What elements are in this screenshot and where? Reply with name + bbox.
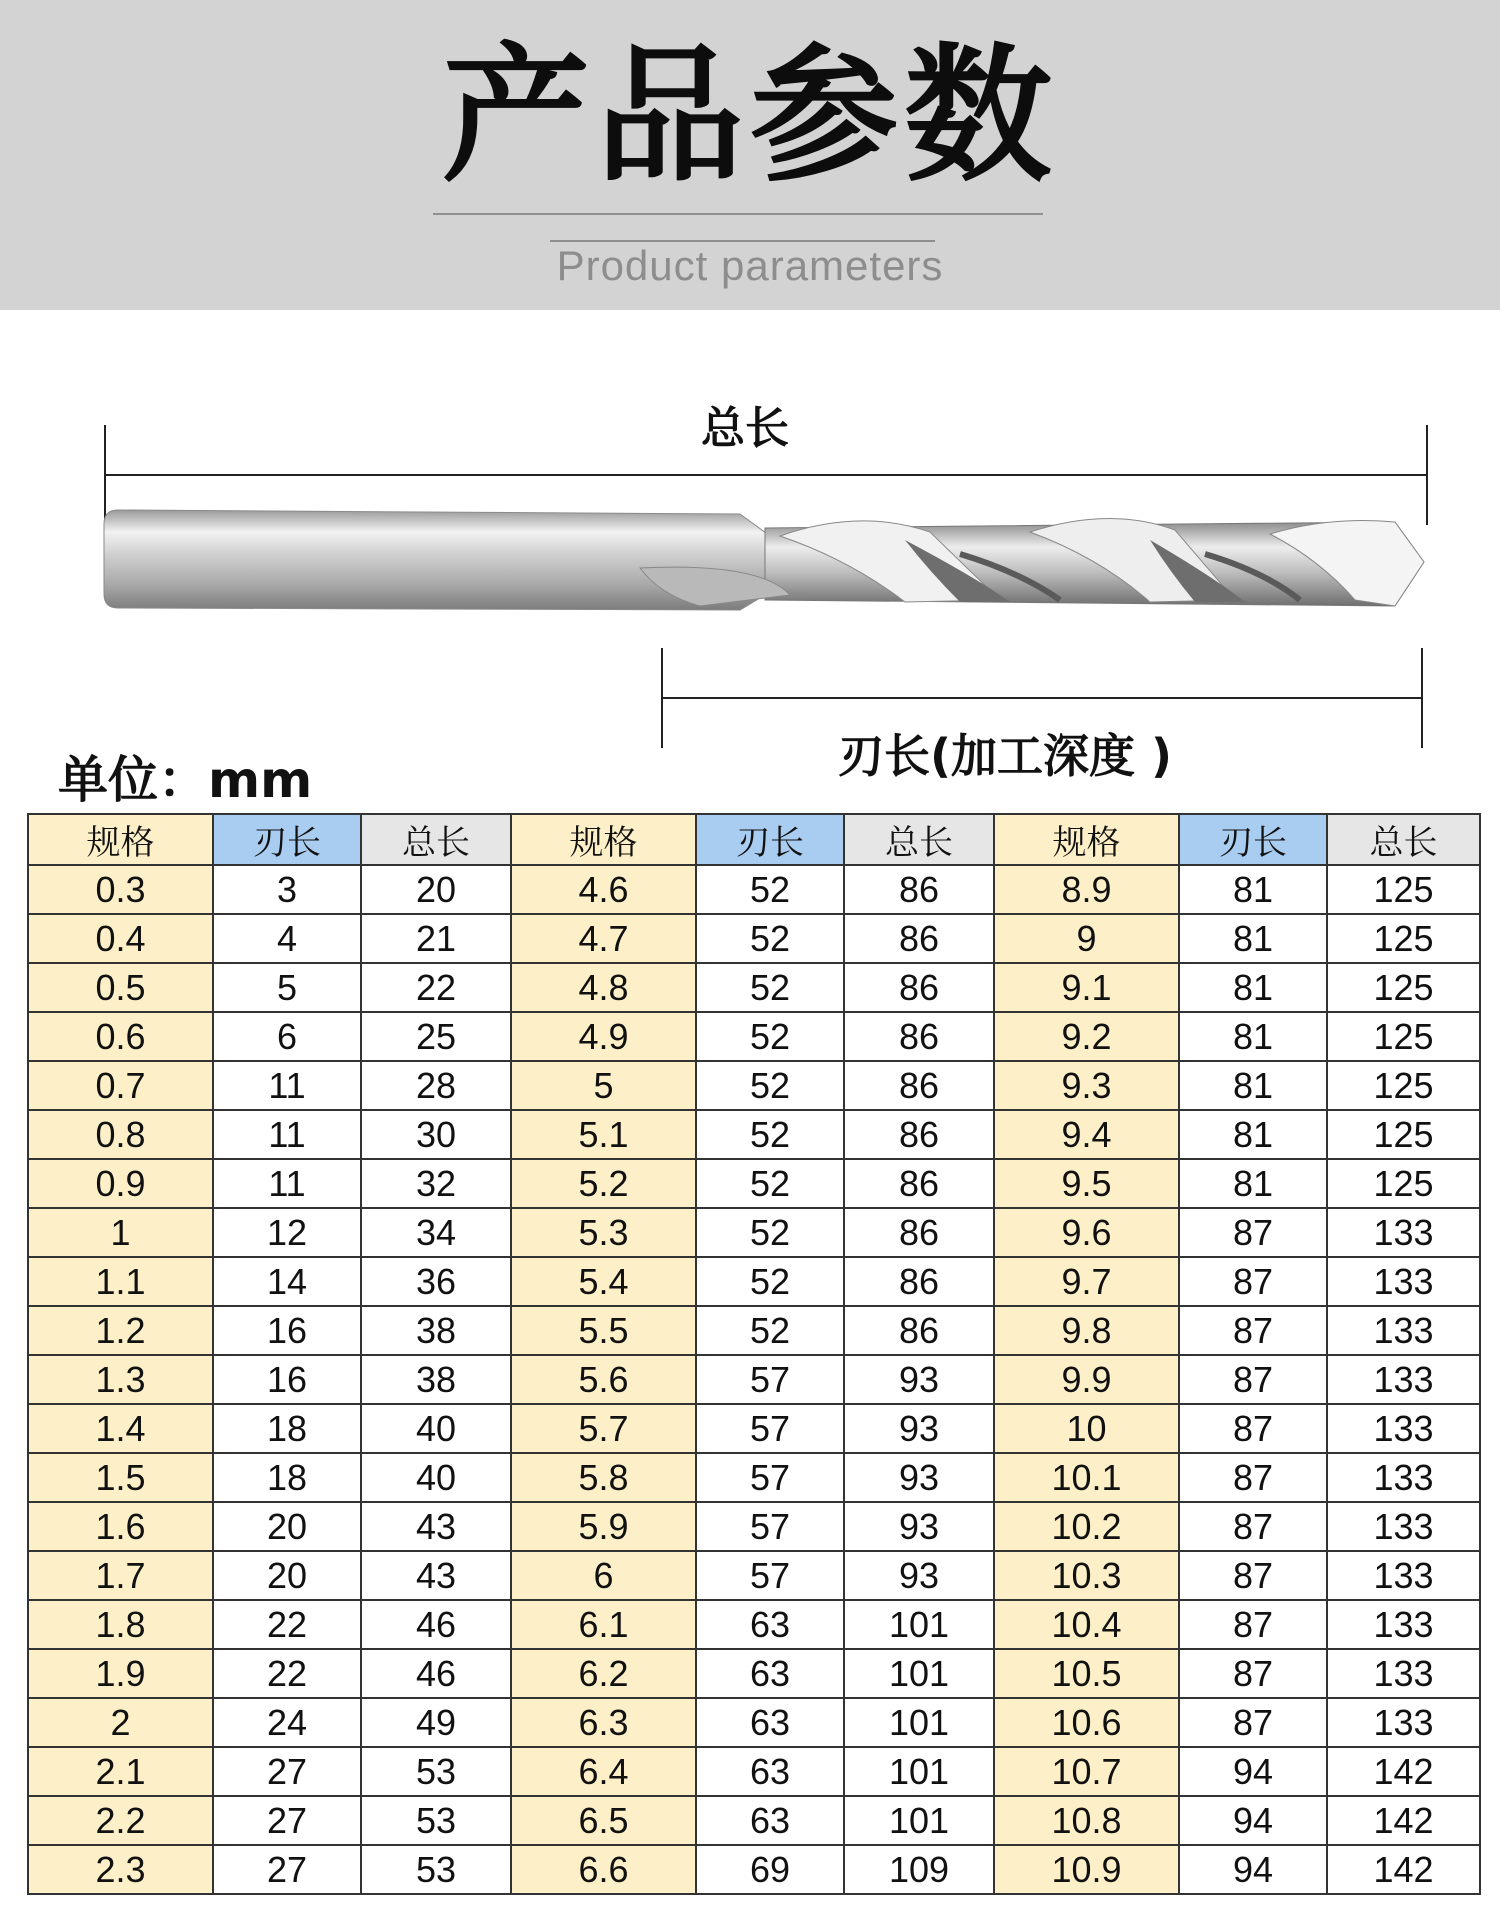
flute-length-cell: 6 [213,1012,361,1061]
flute-length-cell: 63 [696,1796,844,1845]
table-row [28,1110,1480,1159]
spec-cell: 10.1 [994,1453,1179,1502]
flute-length-cell: 18 [213,1404,361,1453]
flute-length-cell: 52 [696,1306,844,1355]
flute-length-cell: 52 [696,1061,844,1110]
spec-cell: 6.6 [511,1845,696,1894]
spec-cell: 4.9 [511,1012,696,1061]
table-row [28,914,1480,963]
total-length-cell: 86 [844,1257,994,1306]
total-length-cell: 109 [844,1845,994,1894]
total-length-cell: 93 [844,1453,994,1502]
page-subtitle: Product parameters [556,242,944,289]
spec-cell: 9.9 [994,1355,1179,1404]
total-length-cell: 125 [1327,1159,1480,1208]
table-row [28,1208,1480,1257]
spec-cell: 5.6 [511,1355,696,1404]
spec-cell: 9.7 [994,1257,1179,1306]
flute-length-cell: 87 [1179,1257,1327,1306]
flute-length-cell: 27 [213,1747,361,1796]
total-length-cell: 86 [844,865,994,914]
drill-diagram [0,310,1500,810]
total-length-cell: 46 [361,1649,511,1698]
total-length-cell: 133 [1327,1453,1480,1502]
total-length-cell: 133 [1327,1502,1480,1551]
spec-cell: 9.3 [994,1061,1179,1110]
flute-length-cell: 81 [1179,914,1327,963]
header-flute-length: 刃长 [696,814,844,865]
flute-length-cell: 20 [213,1551,361,1600]
header-spec: 规格 [994,814,1179,865]
total-length-cell: 93 [844,1404,994,1453]
header-flute-length: 刃长 [1179,814,1327,865]
total-length-cell: 40 [361,1404,511,1453]
total-length-cell: 133 [1327,1600,1480,1649]
flute-length-cell: 11 [213,1159,361,1208]
spec-cell: 10.7 [994,1747,1179,1796]
flute-length-cell: 52 [696,914,844,963]
flute-length-cell: 69 [696,1845,844,1894]
total-length-cell: 93 [844,1355,994,1404]
flute-length-cell: 81 [1179,1061,1327,1110]
spec-cell: 5 [511,1061,696,1110]
flute-length-cell: 4 [213,914,361,963]
total-length-cell: 133 [1327,1649,1480,1698]
flute-length-cell: 94 [1179,1845,1327,1894]
total-length-cell: 28 [361,1061,511,1110]
total-length-cell: 53 [361,1796,511,1845]
total-length-cell: 21 [361,914,511,963]
flute-length-cell: 87 [1179,1551,1327,1600]
spec-cell: 5.1 [511,1110,696,1159]
total-length-cell: 125 [1327,914,1480,963]
flute-length-cell: 81 [1179,1159,1327,1208]
table-row [28,1355,1480,1404]
total-length-cell: 133 [1327,1404,1480,1453]
spec-cell: 5.2 [511,1159,696,1208]
table-row [28,1012,1480,1061]
total-length-cell: 30 [361,1110,511,1159]
header-banner [0,0,1500,310]
flute-length-cell: 94 [1179,1747,1327,1796]
spec-cell: 2.2 [28,1796,213,1845]
total-length-cell: 125 [1327,1012,1480,1061]
spec-cell: 0.9 [28,1159,213,1208]
flute-length-cell: 27 [213,1845,361,1894]
total-length-cell: 34 [361,1208,511,1257]
total-length-cell: 101 [844,1600,994,1649]
spec-cell: 9.4 [994,1110,1179,1159]
spec-cell: 0.5 [28,963,213,1012]
table-row [28,1796,1480,1845]
spec-cell: 4.8 [511,963,696,1012]
flute-length-cell: 63 [696,1600,844,1649]
flute-length-cell: 52 [696,1257,844,1306]
spec-cell: 1.7 [28,1551,213,1600]
flute-length-cell: 11 [213,1061,361,1110]
spec-cell: 5.3 [511,1208,696,1257]
total-length-cell: 93 [844,1551,994,1600]
total-length-cell: 43 [361,1551,511,1600]
spec-cell: 0.4 [28,914,213,963]
flute-length-cell: 81 [1179,865,1327,914]
flute-length-cell: 57 [696,1453,844,1502]
spec-cell: 10.3 [994,1551,1179,1600]
total-length-cell: 86 [844,1159,994,1208]
table-row [28,1159,1480,1208]
flute-length-cell: 52 [696,865,844,914]
flute-length-cell: 81 [1179,1012,1327,1061]
table-row [28,1453,1480,1502]
total-length-cell: 40 [361,1453,511,1502]
table-body [28,865,1480,1894]
total-length-label: 总长 [701,403,789,454]
flute-length-cell: 57 [696,1404,844,1453]
total-length-cell: 101 [844,1698,994,1747]
flute-length-cell: 87 [1179,1502,1327,1551]
spec-cell: 0.7 [28,1061,213,1110]
table-row [28,865,1480,914]
table-row [28,1649,1480,1698]
spec-cell: 1 [28,1208,213,1257]
table-row [28,1698,1480,1747]
flute-length-cell: 14 [213,1257,361,1306]
flute-length-cell: 18 [213,1453,361,1502]
spec-cell: 2.1 [28,1747,213,1796]
spec-cell: 10.5 [994,1649,1179,1698]
flute-length-cell: 22 [213,1600,361,1649]
flute-length-cell: 22 [213,1649,361,1698]
flute-length-cell: 94 [1179,1796,1327,1845]
header-total-length: 总长 [1327,814,1480,865]
spec-cell: 6.3 [511,1698,696,1747]
flute-length-cell: 3 [213,865,361,914]
page-title: 产品参数 [442,30,1058,202]
flute-length-cell: 12 [213,1208,361,1257]
flute-length-cell: 57 [696,1502,844,1551]
flute-length-cell: 57 [696,1355,844,1404]
spec-cell: 1.2 [28,1306,213,1355]
spec-cell: 6.5 [511,1796,696,1845]
flute-length-cell: 81 [1179,963,1327,1012]
header-total-length: 总长 [361,814,511,865]
header-flute-length: 刃长 [213,814,361,865]
spec-cell: 4.7 [511,914,696,963]
spec-cell: 0.3 [28,865,213,914]
flute-length-cell: 20 [213,1502,361,1551]
flute-length-cell: 27 [213,1796,361,1845]
spec-cell: 5.7 [511,1404,696,1453]
total-length-cell: 125 [1327,1061,1480,1110]
flute-length-cell: 52 [696,1110,844,1159]
total-length-cell: 86 [844,1110,994,1159]
flute-length-cell: 16 [213,1355,361,1404]
total-length-cell: 142 [1327,1747,1480,1796]
spec-cell: 1.8 [28,1600,213,1649]
total-length-cell: 142 [1327,1845,1480,1894]
total-length-cell: 20 [361,865,511,914]
table-row [28,1061,1480,1110]
table-row [28,1257,1480,1306]
total-length-cell: 101 [844,1649,994,1698]
unit-label: 单位：mm [58,751,313,809]
spec-cell: 5.4 [511,1257,696,1306]
total-length-cell: 133 [1327,1306,1480,1355]
flute-length-cell: 57 [696,1551,844,1600]
total-length-cell: 125 [1327,963,1480,1012]
total-length-cell: 38 [361,1355,511,1404]
table-header-row [28,814,1480,865]
spec-cell: 9.5 [994,1159,1179,1208]
spec-cell: 9.1 [994,963,1179,1012]
total-length-cell: 133 [1327,1355,1480,1404]
drill-illustration [0,310,1500,810]
total-length-cell: 133 [1327,1551,1480,1600]
total-length-cell: 133 [1327,1208,1480,1257]
total-length-cell: 86 [844,1012,994,1061]
total-length-cell: 133 [1327,1698,1480,1747]
spec-cell: 9.2 [994,1012,1179,1061]
spec-cell: 1.5 [28,1453,213,1502]
flute-length-cell: 52 [696,1208,844,1257]
flute-length-cell: 87 [1179,1404,1327,1453]
total-length-cell: 101 [844,1796,994,1845]
table-row [28,963,1480,1012]
flute-length-cell: 81 [1179,1110,1327,1159]
title-divider-long [433,213,1043,215]
total-length-cell: 133 [1327,1257,1480,1306]
total-length-cell: 49 [361,1698,511,1747]
spec-cell: 4.6 [511,865,696,914]
header-spec: 规格 [511,814,696,865]
flute-length-cell: 87 [1179,1649,1327,1698]
flute-length-cell: 52 [696,963,844,1012]
flute-length-cell: 52 [696,1159,844,1208]
total-length-cell: 25 [361,1012,511,1061]
flute-length-cell: 16 [213,1306,361,1355]
flute-length-cell: 87 [1179,1453,1327,1502]
flute-length-cell: 24 [213,1698,361,1747]
spec-cell: 9.8 [994,1306,1179,1355]
total-length-cell: 32 [361,1159,511,1208]
spec-cell: 5.8 [511,1453,696,1502]
spec-cell: 8.9 [994,865,1179,914]
total-length-cell: 101 [844,1747,994,1796]
spec-cell: 1.4 [28,1404,213,1453]
total-length-cell: 86 [844,1306,994,1355]
spec-cell: 10 [994,1404,1179,1453]
table-row [28,1600,1480,1649]
flute-length-cell: 63 [696,1649,844,1698]
table-row [28,1404,1480,1453]
spec-cell: 5.5 [511,1306,696,1355]
table-row [28,1747,1480,1796]
flute-length-cell: 87 [1179,1698,1327,1747]
spec-cell: 9 [994,914,1179,963]
total-length-cell: 38 [361,1306,511,1355]
parameter-table-container [27,813,1479,1895]
spec-cell: 0.6 [28,1012,213,1061]
table-row [28,1502,1480,1551]
flute-length-cell: 52 [696,1012,844,1061]
flute-length-cell: 11 [213,1110,361,1159]
total-length-cell: 125 [1327,865,1480,914]
spec-cell: 2 [28,1698,213,1747]
spec-cell: 0.8 [28,1110,213,1159]
flute-length-cell: 87 [1179,1355,1327,1404]
total-length-cell: 53 [361,1845,511,1894]
spec-cell: 10.4 [994,1600,1179,1649]
total-length-cell: 86 [844,1208,994,1257]
table-row [28,1551,1480,1600]
spec-cell: 6.2 [511,1649,696,1698]
spec-cell: 10.8 [994,1796,1179,1845]
total-length-cell: 86 [844,914,994,963]
spec-cell: 2.3 [28,1845,213,1894]
total-length-cell: 86 [844,963,994,1012]
table-row [28,1306,1480,1355]
total-length-cell: 43 [361,1502,511,1551]
spec-cell: 1.6 [28,1502,213,1551]
flute-length-cell: 87 [1179,1208,1327,1257]
spec-cell: 10.2 [994,1502,1179,1551]
spec-cell: 6.4 [511,1747,696,1796]
spec-cell: 10.9 [994,1845,1179,1894]
spec-cell: 6.1 [511,1600,696,1649]
total-length-cell: 46 [361,1600,511,1649]
total-length-cell: 125 [1327,1110,1480,1159]
total-length-cell: 53 [361,1747,511,1796]
spec-cell: 5.9 [511,1502,696,1551]
drill-shank [104,510,770,610]
spec-cell: 1.3 [28,1355,213,1404]
flute-length-cell: 87 [1179,1600,1327,1649]
total-length-cell: 93 [844,1502,994,1551]
total-length-cell: 36 [361,1257,511,1306]
total-length-cell: 22 [361,963,511,1012]
header-spec: 规格 [28,814,213,865]
table-row [28,1845,1480,1894]
flute-length-cell: 63 [696,1698,844,1747]
flute-length-cell: 87 [1179,1306,1327,1355]
flute-length-label: 刃长(加工深度 ) [837,729,1173,783]
total-length-cell: 142 [1327,1796,1480,1845]
spec-cell: 9.6 [994,1208,1179,1257]
total-length-cell: 86 [844,1061,994,1110]
spec-cell: 6 [511,1551,696,1600]
spec-cell: 1.9 [28,1649,213,1698]
flute-length-cell: 5 [213,963,361,1012]
spec-cell: 1.1 [28,1257,213,1306]
parameter-table [27,813,1481,1895]
spec-cell: 10.6 [994,1698,1179,1747]
header-total-length: 总长 [844,814,994,865]
flute-length-cell: 63 [696,1747,844,1796]
